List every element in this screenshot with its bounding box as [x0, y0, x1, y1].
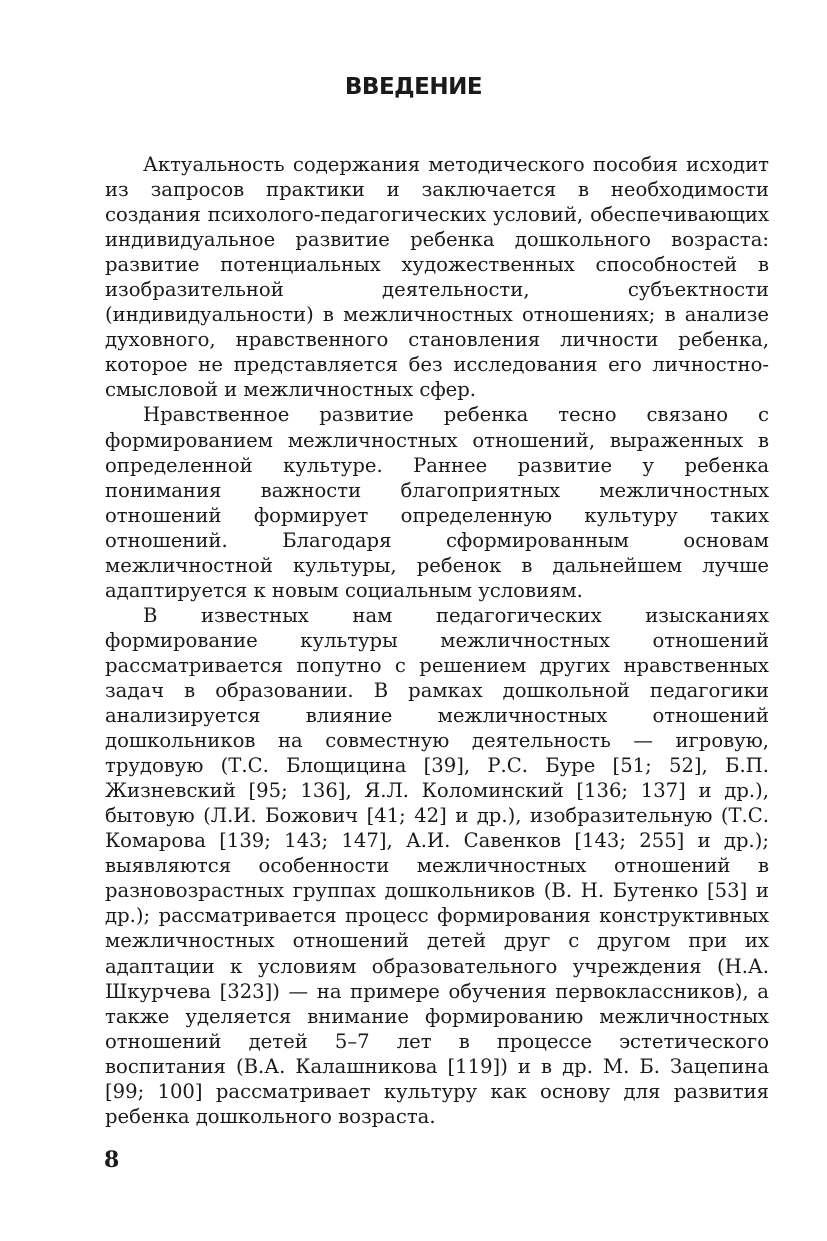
paragraph-1: Актуальность содержания методического пособия исходит из запросов практики и заключается в необходимости создания психолого-педагогических условий, обеспечивающих индивидуальное развитие ребенка дошкольного возраста: развитие потенциальных художественных способностей в изобразительной деятельности, субъектности (индивидуальности) в межличностных отношениях; в анализе духовного, нравственного становления личности ребенка, которое не представляется без исследования его личностно-смысловой и межличностных сфер. [105, 153, 769, 402]
paragraph-2: Нравственное развитие ребенка тесно связано с формированием межличностных отношений, выраженных в определенной культуре. Раннее развитие у ребенка понимания важности благоприятных межличностных отношений формирует определенную культуру таких отношений. Благодаря сформированным основам межличностной культуры, ребенок в дальнейшем лучше адаптируется к новым социальным условиям. [105, 403, 769, 602]
page-number: 8 [104, 1147, 120, 1173]
paragraph-3: В известных нам педагогических изысканиях формирование культуры межличностных отношений рассматривается попутно с решением других нравственных задач в образовании. В рамках дошкольной педагогики анализируется влияние межличностных отношений дошкольников на совместную деятельность — игровую, трудовую (Т.С. Блощицина [39], Р.С. Буре [51; 52], Б.П. Жизневский [95; 136], Я.Л. Коломинский [136; 137] и др.), бытовую (Л.И. Божович [41; 42] и др.), изобразительную (Т.С. Комарова [139; 143; 147], А.И. Савенков [143; 255] и др.); выявляются особенности межличностных отношений в разновозрастных группах дошкольников (В. Н. Бутенко [53] и др.); рассматривается процесс формирования конструктивных межличностных отношений детей друг с другом при их адаптации к условиям образовательного учреждения (Н.А. Шкурчева [323]) — на примере обучения первоклассников), а также уделяется внимание формированию межличностных отношений детей 5–7 лет в процессе эстетического воспитания (В.А. Калашникова [119]) и в др. М. Б. Зацепина [99; 100] рассматривает культуру как основу для развития ребенка дошкольного возраста. [105, 603, 769, 1128]
body-text [105, 152, 769, 1129]
section-heading: ВВЕДЕНИЕ [344, 74, 483, 100]
